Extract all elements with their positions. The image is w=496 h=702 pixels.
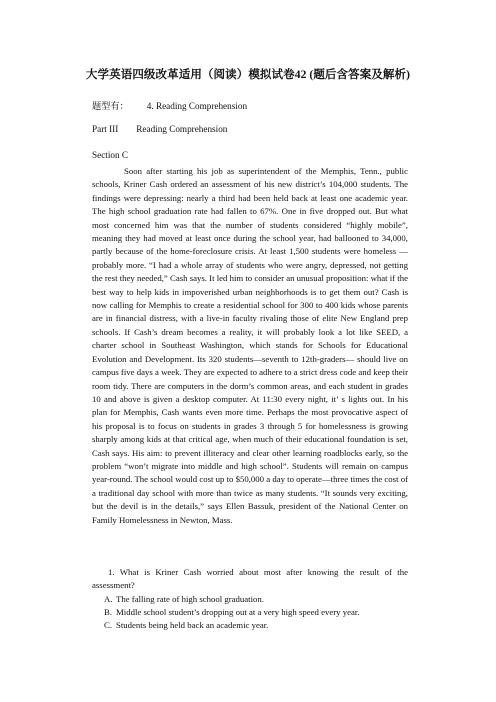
question-type-label: 题型有：	[92, 101, 129, 111]
section-heading: Section C	[92, 150, 128, 160]
option-c[interactable]	[104, 619, 268, 631]
question-1	[92, 566, 408, 593]
question-number: 1.	[108, 567, 115, 577]
passage-paragraph-2: Cash is now calling for Memphis to create a residential school for 300 to 400 kids whose parents are in financial distress, with a live-in faculty rivaling those of elite New England prep schools. If Cash’s dream becomes a reality, it will probably look a lot like SEED, a charter school in Southeast Washington, which stands for Schools for Educational Evolution and Development. Its 320 students—seventh to 12th-graders— should live on campus five days a week. They are expected to adhere to a strict dress code and keep their room tidy. There are computers in the dorm’s common areas, and each student in grades 10 and above is given a desktop computer. At 11:30 every night, it’ s lights out.	[92, 286, 409, 404]
question-text: What is Kriner Cash worried about most after knowing the result of the assessment?	[92, 567, 408, 591]
passage-paragraph-1: Soon after starting his job as superintendent of the Memphis, Tenn., public schools, Kriner Cash ordered an assessment of his new district’s 104,000 students. The findings were depressing: nearly a third had been held back at least one academic year. The high school graduation rate had fallen to 67%. One in five dropped out. But what most concerned him was that the number of students considered “highly mobile”, meaning they had moved at least once during the school year, had ballooned to 34,000, partly because of the home-foreclosure crisis. At least 1,500 students were homeless —probably more. “I had a whole array of students who were angry, depressed, not getting the rest they needed,” Cash says. It led him to consider an unusual proposition: what if the best way to help kids in impoverished urban neighborhoods is to get them out?	[92, 166, 408, 297]
part-label: Part III	[92, 124, 119, 134]
option-text: Middle school student’s dropping out at a very high speed every year.	[116, 607, 360, 617]
document-title: 大学英语四级改革适用（阅读）模拟试卷42 (题后含答案及解析)	[85, 69, 411, 81]
part-heading	[92, 124, 227, 134]
option-letter: C.	[104, 620, 113, 630]
question-type-line	[92, 98, 247, 112]
option-text: Students being held back an academic year.	[116, 620, 269, 630]
option-letter: A.	[104, 594, 113, 604]
option-a[interactable]	[104, 593, 264, 605]
option-letter: B.	[104, 607, 113, 617]
passage-paragraph-3: In his plan for Memphis, Cash wants even more time. Perhaps the most provocative aspect of his proposal is to focus on students in grades 3 through 5 for homelessness is growing sharply among kids at that critical age, when much of their educational foundation is set, Cash says. His aim: to prevent illiteracy and clear other learning roadblocks early, so the problem “won’t migrate into middle and high school”. Students will remain on campus year-round. The school would cost up to $50,000 a day to operate—three times the cost of a traditional day school with more than twice as many students. “It sounds very exciting, but the devil is in the details,” says Ellen Bassuk, president of the National Center on Family Homelessness in Newton, Mass.	[92, 393, 409, 525]
reading-passage	[92, 165, 408, 527]
option-text: The falling rate of high school graduation.	[116, 594, 264, 604]
option-b[interactable]	[104, 606, 360, 618]
part-value: Reading Comprehension	[136, 124, 228, 134]
question-type-value: 4. Reading Comprehension	[146, 101, 248, 111]
